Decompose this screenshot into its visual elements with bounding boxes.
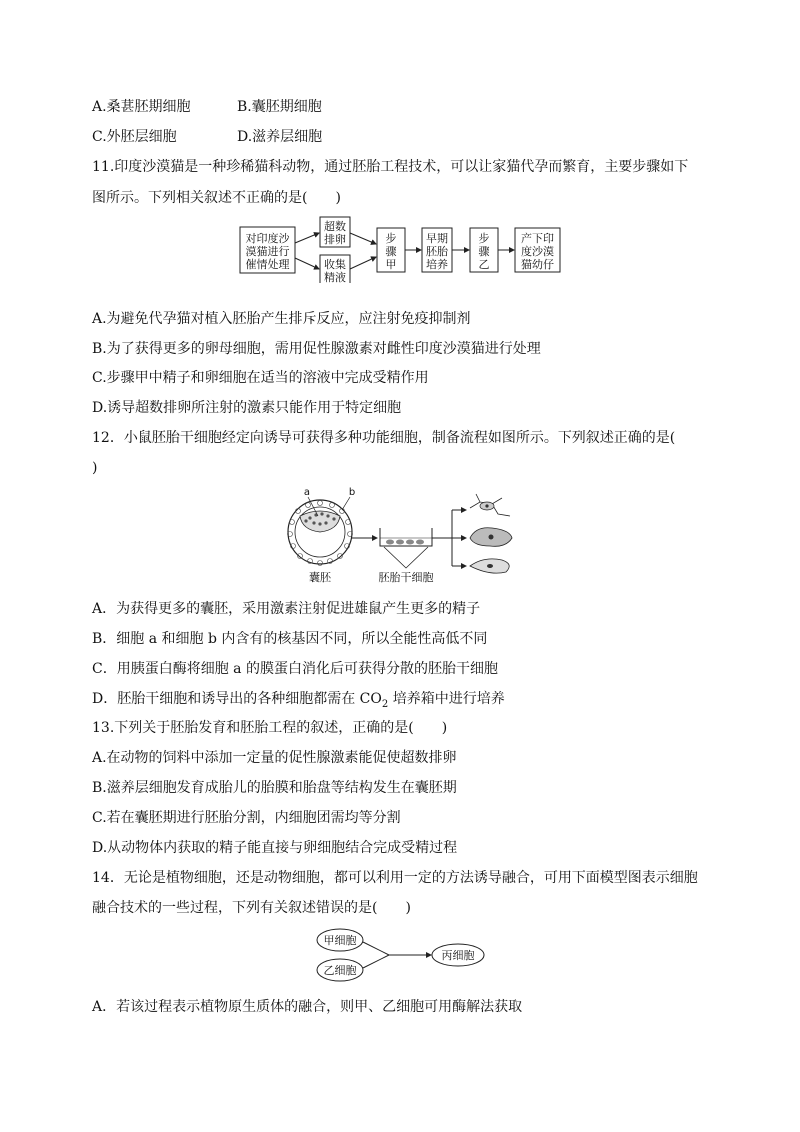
q10-option-c: C.外胚层细胞 [92, 129, 177, 145]
epithelial-cell-icon [470, 559, 509, 573]
q10-options-row-1 [92, 97, 322, 117]
q12-option-b: B．细胞 a 和细胞 b 内含有的核基因不同，所以全能性高低不同 [92, 631, 488, 647]
flow-text: 精液 [324, 271, 346, 283]
q12-option-c: C．用胰蛋白酶将细胞 a 的膜蛋白消化后可获得分散的胚胎干细胞 [92, 661, 498, 677]
q12-option-a: A．为获得更多的囊胚，采用激素注射促进雄鼠产生更多的精子 [92, 601, 481, 617]
q10-option-a: A.桑葚胚期细胞 [92, 99, 191, 115]
cell-c-label: 丙细胞 [441, 949, 475, 962]
q11-flow-diagram [235, 213, 565, 283]
flow-arrow [295, 258, 319, 269]
culture-dish-icon [380, 528, 432, 568]
q12-stem-line-1: 12．小鼠胚胎干细胞经定向诱导可获得多种功能细胞，制备流程如图所示。下列叙述正确的是( [92, 430, 676, 446]
cell-b-label: 乙细胞 [323, 964, 357, 977]
flow-arrow [363, 955, 389, 968]
flow-text: 乙 [478, 258, 490, 271]
q11-option-c: C.步骤甲中精子和卵细胞在适当的溶液中完成受精作用 [92, 370, 429, 386]
blastocyst-icon [288, 497, 353, 566]
q11-option-a: A.为避免代孕猫对植入胚胎产生排斥反应，应注射免疫抑制剂 [92, 311, 471, 327]
q14-stem-line-1: 14．无论是植物细胞，还是动物细胞，都可以利用一定的方法诱导融合，可用下面模型图表示细胞 [92, 870, 698, 886]
q11-option-b: B.为了获得更多的卵母细胞，需用促性腺激素对雌性印度沙漠猫进行处理 [92, 341, 541, 357]
q12-option-d-text: D．胚胎干细胞和诱导出的各种细胞都需在 CO [92, 691, 382, 707]
flow-text: 超数 [324, 220, 346, 233]
q11-stem-line-1: 11.印度沙漠猫是一种珍稀猫科动物，通过胚胎工程技术，可以让家猫代孕而繁育，主要步骤如下 [92, 159, 689, 175]
flow-text: 催情处理 [245, 258, 290, 271]
flow-text: 漠猫进行 [245, 245, 290, 258]
flow-text: 胚胎 [426, 245, 448, 258]
flow-arrow [350, 257, 376, 269]
flow-text: 步 [385, 232, 397, 245]
flow-text: 猫幼仔 [521, 258, 554, 271]
q10-option-b: B.囊胚期细胞 [237, 99, 322, 115]
q10-options-row-2 [92, 127, 322, 147]
q10-option-d: D.滋养层细胞 [237, 129, 323, 145]
co2-subscript: 2 [381, 698, 389, 710]
flow-text: 产下印 [521, 232, 554, 245]
cell-a-label: 甲细胞 [323, 934, 357, 947]
q12-blastocyst-diagram [280, 480, 520, 585]
flow-text: 骤 [478, 245, 490, 258]
q12-option-d [92, 689, 505, 715]
q13-option-a: A.在动物的饲料中添加一定量的促性腺激素能促使超数排卵 [92, 750, 457, 766]
q11-stem-line-2: 图所示。下列相关叙述不正确的是( ) [92, 190, 341, 206]
q13-option-c: C.若在囊胚期进行胚胎分割，内细胞团需均等分割 [92, 810, 401, 826]
flow-arrow [350, 233, 376, 244]
flow-text: 早期 [426, 232, 448, 245]
label-b: b [348, 487, 356, 498]
flow-text: 培养 [426, 258, 448, 271]
label-a: a [303, 487, 311, 498]
flow-text: 度沙漠 [521, 245, 554, 258]
caption-embryonic-stem-cell: 胚胎干细胞 [378, 571, 434, 584]
q12-stem-line-2: ) [92, 460, 98, 476]
muscle-cell-icon [470, 528, 512, 547]
caption-blastocyst: 囊胚 [309, 571, 331, 584]
flow-text: 甲 [385, 258, 397, 271]
flow-text: 骤 [385, 245, 397, 258]
flow-arrow [363, 942, 389, 955]
q14-stem-line-2: 融合技术的一些过程，下列有关叙述错误的是( ) [92, 900, 411, 916]
q13-stem: 13.下列关于胚胎发育和胚胎工程的叙述，正确的是( ) [92, 720, 448, 736]
nerve-cell-icon [470, 494, 510, 516]
q13-option-d: D.从动物体内获取的精子能直接与卵细胞结合完成受精过程 [92, 840, 458, 856]
q13-option-b: B.滋养层细胞发育成胎儿的胎膜和胎盘等结构发生在囊胚期 [92, 780, 457, 796]
q14-option-a: A．若该过程表示植物原生质体的融合，则甲、乙细胞可用酶解法获取 [92, 999, 523, 1015]
flow-arrow [295, 233, 319, 243]
flow-text: 对印度沙 [245, 232, 290, 245]
q11-option-d: D.诱导超数排卵所注射的激素只能作用于特定细胞 [92, 400, 402, 416]
q14-cell-fusion-diagram [315, 925, 490, 985]
flow-text: 步 [478, 232, 490, 245]
flow-text: 排卵 [324, 233, 346, 246]
flow-text: 收集 [324, 258, 346, 271]
q12-option-d-text-end: 培养箱中进行培养 [388, 691, 505, 707]
